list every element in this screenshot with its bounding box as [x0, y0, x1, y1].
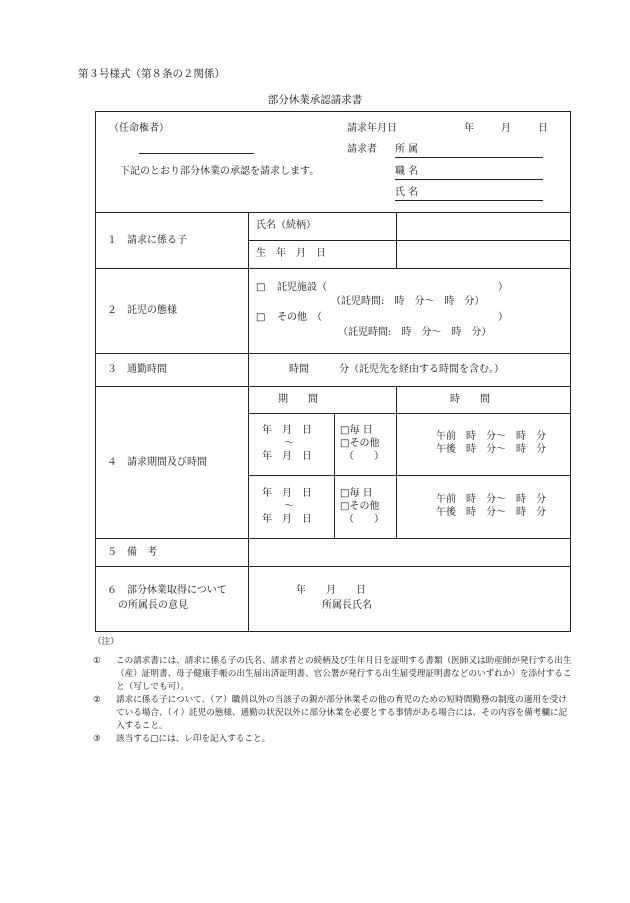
child-birth-date-field[interactable] — [398, 242, 568, 266]
end-date-2[interactable]: 年 月 日 — [262, 514, 312, 525]
position-label: 職 名 — [395, 166, 419, 177]
other-care-checkbox[interactable]: □ — [256, 312, 266, 323]
note-number-1: ① — [93, 656, 101, 666]
position-line[interactable] — [395, 179, 543, 180]
tilde-2: ～ — [284, 501, 294, 512]
other-care-label: その他 （ — [277, 312, 322, 323]
facility-label: 託児施設（ — [277, 282, 327, 293]
am-time-1[interactable]: 午前 時 分～ 時 分 — [436, 431, 546, 442]
other-care-hours: （託児時間: 時 分～ 時 分） — [338, 327, 492, 338]
pm-time-2[interactable]: 午後 時 分～ 時 分 — [436, 507, 546, 518]
other-care-close-paren: ） — [498, 312, 508, 323]
time-header: 時 間 — [450, 394, 490, 405]
child-row-label: １ 請求に係る子 — [107, 235, 187, 246]
form-number: 第３号様式（第８条の２関係） — [78, 68, 225, 80]
other-days-checkbox-1[interactable]: □その他 — [340, 438, 380, 449]
note-item-1 — [93, 655, 573, 694]
request-date-label: 請求年月日 — [347, 123, 397, 134]
start-date-2[interactable]: 年 月 日 — [262, 488, 312, 499]
note-number-2: ② — [93, 695, 101, 705]
request-statement: 下記のとおり部分休業の承認を請求します。 — [120, 166, 320, 177]
other-days-detail-2[interactable]: （ ） — [344, 514, 384, 525]
remarks-label: ５ 備 考 — [107, 547, 157, 558]
date-month-label: 月 — [501, 123, 511, 134]
child-name-relation-label: 氏名（続柄） — [256, 220, 316, 231]
notes-heading: （注） — [93, 637, 119, 647]
note-item-3 — [93, 733, 573, 746]
notes-section — [93, 636, 573, 746]
affiliation-label: 所 属 — [395, 144, 419, 155]
tilde-1: ～ — [284, 438, 294, 449]
appointer-label: （任命権者） — [109, 123, 169, 134]
pm-time-1[interactable]: 午後 時 分～ 時 分 — [436, 444, 546, 455]
affiliation-line[interactable] — [395, 157, 543, 158]
facility-close-paren: ） — [498, 282, 508, 293]
child-name-field[interactable] — [398, 214, 568, 238]
commute-time-field: 時間 分（託児先を経由する時間を含む。） — [289, 364, 504, 375]
am-time-2[interactable]: 午前 時 分～ 時 分 — [436, 494, 546, 505]
start-date-1[interactable]: 年 月 日 — [262, 425, 312, 436]
head-name-label: 所属長氏名 — [322, 600, 372, 611]
note-text-2: 請求に係る子について、（ア）職員以外の当該子の親が部分休業その他の育児のための短時間勤務の制度の適用を受けている場合、（イ）託児の態様、通勤の状況以外に部分休業を必要とする事情がある場合には、その内容を備考欄に記入すること。 — [116, 695, 568, 731]
end-date-1[interactable]: 年 月 日 — [262, 451, 312, 462]
every-day-checkbox-1[interactable]: □毎 日 — [340, 425, 373, 436]
every-day-checkbox-2[interactable]: □毎 日 — [340, 488, 373, 499]
remarks-field[interactable] — [250, 540, 568, 564]
date-year-label: 年 — [464, 123, 474, 134]
facility-checkbox[interactable]: □ — [256, 282, 266, 293]
other-days-checkbox-2[interactable]: □その他 — [340, 501, 380, 512]
note-text-3: 該当する□には、レ印を記入すること。 — [116, 734, 271, 744]
note-item-2 — [93, 694, 573, 733]
opinion-label-line1: ６ 部分休業取得について — [107, 585, 227, 596]
name-label: 氏 名 — [395, 187, 419, 198]
date-day-label: 日 — [538, 123, 548, 134]
commute-row-label: ３ 通勤時間 — [107, 364, 167, 375]
opinion-date[interactable]: 年 月 日 — [296, 585, 366, 596]
opinion-label-line2: の所属長の意見 — [118, 600, 188, 611]
facility-hours: （託児時間: 時 分～ 時 分） — [331, 296, 485, 307]
note-number-3: ③ — [93, 734, 101, 744]
note-text-1: この請求書には、請求に係る子の氏名、請求者との続柄及び生年月日を証明する書類（医師又は助産師が発行する出生（産）証明書、母子健康手帳の出生届出済証明書、官公署が発行する出生届受理証明書などのいずれか）を添付すること（写しでも可）。 — [116, 656, 572, 692]
document-title: 部分休業承認請求書 — [267, 94, 363, 106]
appointer-line[interactable] — [139, 153, 254, 154]
child-birth-date-label: 生 年 月 日 — [256, 248, 326, 259]
period-row-label: ４ 請求期間及び時間 — [107, 457, 207, 468]
care-row-label: ２ 託児の態様 — [107, 305, 177, 316]
other-days-detail-1[interactable]: （ ） — [344, 451, 384, 462]
requester-label: 請求者 — [347, 144, 377, 155]
period-header: 期 間 — [278, 394, 318, 405]
name-line[interactable] — [395, 200, 543, 201]
